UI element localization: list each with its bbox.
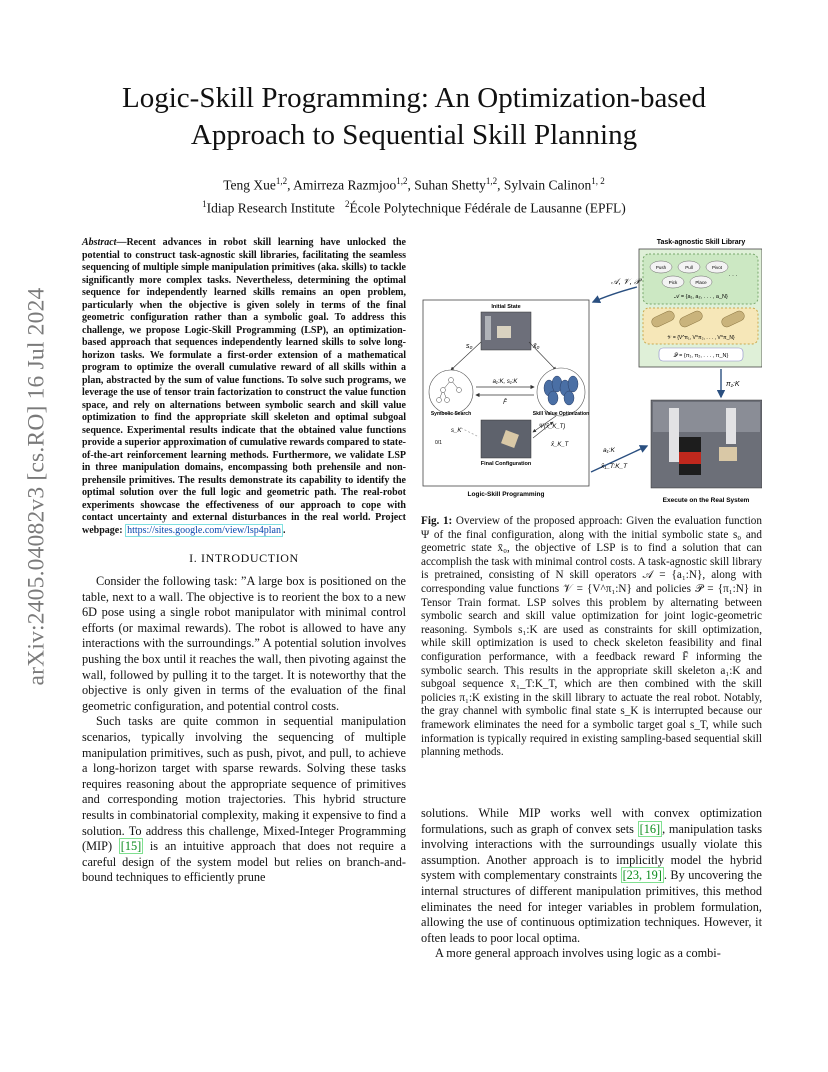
intro-paragraph-2 — [82, 714, 406, 886]
real-system-label: Execute on the Real System — [662, 497, 750, 504]
real-robot-box — [719, 447, 737, 461]
lsp-label: Logic-Skill Programming — [467, 491, 545, 498]
sk-label: s_K — [451, 428, 462, 434]
author: Suhan Shetty — [414, 177, 486, 193]
affiliation: Idiap Research Institute — [206, 200, 335, 215]
final-config-label: Final Configuration — [480, 461, 532, 467]
author-affiliation-mark: 1,2 — [396, 176, 408, 186]
citation-link[interactable]: [16] — [639, 821, 661, 836]
author: Sylvain Calinon — [503, 177, 592, 193]
author-block — [60, 172, 768, 217]
title-line-2: Approach to Sequential Skill Planning — [190, 119, 638, 151]
left-column — [82, 237, 406, 886]
initial-robot — [485, 316, 491, 340]
caption-text: Overview of the proposed approach: Given the evaluation function Ψ of the final configuration, along with the initial symbolic state s₀ and geometric state x̄₀, the objective of LSP is to find a solution that can accomplish the task with minimal control costs. A task-agnostic skill library is pretrained, consisting of N skill operators 𝒜 = {a₁:N}, along with corresponding value functions 𝒱 = {V^π₁:N} and policies 𝒫 = {π₁:N} in Tensor Train format. LSP solves this problem by alternating between symbolic search and skill value optimization for joint logic-geometric reasoning. Symbols s₁:K are used as constraints for skill optimization, while skill optimization is used to check skeleton feasibility and final configuration performance, with a feedback reward F̄ informing the symbolic search. This results in the appropriate skill skeleton a₁:K and subgoal sequence x̄₁_T:K_T, which are then combined with the skill policies π₁:K existing in the skill library to actuate the real robot. Notably, the gray channel with symbolic final state s_K is interrupted because our framework eliminates the need for a symbolic target goal s_T, while such information is typically required in existing sampling-based sequential skill planning methods. — [421, 515, 762, 759]
author-list — [60, 172, 768, 195]
citation-link[interactable]: [15] — [120, 839, 142, 854]
skill-pull-label: Pull — [685, 265, 693, 270]
skill-pick-label: Pick — [668, 280, 678, 285]
affiliation: École Polytechnique Fédérale de Lausanne (EPFL) — [349, 200, 626, 215]
abstract-lead: Abstract — [82, 237, 117, 248]
author-separator: , — [287, 177, 294, 193]
zero-one-label: 0/1 — [435, 440, 442, 446]
skill-more-label: · · · — [728, 273, 738, 279]
figure-caption — [421, 515, 762, 760]
action-set-label: 𝒜 = {a₁, a₂, . . . , a_N} — [674, 294, 728, 300]
svo-label: Skill Value Optimization — [532, 411, 590, 417]
library-title: Task-agnostic Skill Library — [656, 239, 746, 246]
right-p1-text-b: , manipulation tasks involving interactions with the surroundings usually violate this assumption. Another approach is to implicitly model the hybrid system with complementary constraints — [421, 821, 762, 883]
author: Amirreza Razmjoo — [293, 177, 397, 193]
title-line-1: Logic-Skill Programming: An Optimization-based — [122, 82, 706, 114]
right-p1-text-c: . By uncovering the internal structures of different manipulation primitives, this method eliminates the need for integer variables in problem formulation, allowing the use of continuous optimization techniques. However, it often leads to poor local optima. — [421, 868, 762, 945]
psi-label: Ψ(x̄_K_T) — [539, 424, 566, 430]
skill-pivot-label: Pivot — [711, 265, 723, 270]
author-separator: , — [407, 177, 415, 193]
intro-p2-text-b: is an intuitive approach that does not require a careful design of the system model but relies on branch-and-bound techniques to efficiently prune — [82, 839, 406, 885]
author-affiliation-mark: 1,2 — [485, 176, 498, 186]
right-paragraph-1 — [421, 806, 762, 946]
figure-1 — [421, 232, 762, 512]
arxiv-id-text: arXiv:2405.04082v3 [cs.RO] 16 Jul 2024 — [23, 287, 50, 685]
abstract — [82, 237, 406, 537]
affiliation-list — [60, 195, 768, 218]
pi1k-label: π₁:K — [726, 381, 740, 388]
initial-state-label: Initial State — [491, 304, 521, 310]
section-heading-introduction: I. INTRODUCTION — [189, 551, 299, 565]
paper-title — [60, 80, 768, 154]
real-robot-arm-right — [726, 408, 736, 444]
citation-link[interactable]: [23, 19] — [622, 868, 662, 883]
right-paragraph-2: A more general approach involves using logic as a combi- — [435, 946, 721, 961]
right-column-text — [421, 806, 762, 962]
symbolic-search-node — [429, 370, 473, 414]
figure-label: Fig. 1: — [421, 515, 453, 527]
affiliation-mark: 1 — [202, 198, 207, 209]
project-webpage-link[interactable]: https://sites.google.com/view/lsp4plan — [127, 524, 281, 536]
library-to-lsp-arrow — [593, 287, 637, 302]
lsp-overview-diagram — [421, 232, 762, 512]
xkt-label: x̄_K_T — [551, 442, 569, 448]
abstract-text: —Recent advances in robot skill learning have unlocked the potential to construct task-agnostic skill libraries, facilitating the seamless sequencing of multiple simple manipulation primitives (aka. skills) to tackle significantly more complex tasks. Nevertheless, determining the optimal sequence for independently learned skills remains an open problem, particularly when the objective is given solely in terms of the final geometric configuration rather than a symbolic goal. To address this challenge, we propose Logic-Skill Programming (LSP), an optimization-based approach that sequences independently learned skills to solve long-horizon tasks. We formulate a first-order extension of a mathematical program to optimize the overall cumulative reward of all skills within a plan, abstracted by the sum of value functions. To solve such programs, we leverage the use of tensor train factorization to construct the value function space, and rely on alternations between symbolic search and skill value optimization to find the appropriate skill skeleton and optimal subgoal sequence. Experimental results indicate that the obtained value functions provide a superior approximation of cumulative rewards compared to state-of-the-art reinforcement learning methods. Furthermore, we validate LSP in three manipulation domains, encompassing both prehensile and non-prehensile primitives. The results demonstrate its capability to identify the optimal solution over the full logic and geometric path. The real-robot experiments showcase the effectiveness of our approach to cope with contact uncertainty and external disturbances in the real world. Project webpage: — [82, 237, 406, 536]
fbar-label: F̄ — [503, 400, 507, 406]
real-robot-red-block — [679, 452, 701, 464]
affiliation-mark: 2 — [345, 198, 350, 209]
a1k-s1k-label: a₁:K, s₁:K — [492, 379, 518, 385]
avp-label: 𝒜, 𝒱, 𝒫 — [611, 277, 640, 286]
a1k-label: a₁:K — [603, 447, 615, 454]
x1tkt-label: x̄₁_T:K_T — [601, 463, 628, 470]
initial-box — [497, 326, 511, 338]
skill-push-label: Push — [655, 265, 667, 270]
author-separator: , — [497, 177, 504, 193]
author-affiliation-mark: 1,2 — [275, 176, 288, 186]
s0-label: s₀ — [466, 343, 473, 350]
arxiv-identifier — [22, 287, 52, 685]
author-affiliation-mark: 1, 2 — [591, 176, 605, 186]
value-set-label: 𝒱 = {V^π₁, V^π₂, . . . , V^π_N} — [667, 335, 735, 341]
real-robot-arm-left — [669, 408, 679, 462]
symbolic-search-label: Symbolic Search — [430, 411, 472, 417]
skill-place-label: Place — [695, 280, 707, 285]
abstract-tail: . — [282, 524, 286, 536]
author: Teng Xue — [223, 177, 276, 193]
intro-p2-text-a: Such tasks are quite common in sequential manipulation scenarios, typically involving the sequencing of multiple manipulation primitives, such as push, pivot, and pull, to achieve a long-horizon target with sparse rewards. Solving these tasks requires reasoning about the appropriate sequence of primitives and corresponding motion trajectories. This hybrid structure results in combinatorial complexity, making it expensive to find a solution. To address this challenge, Mixed-Integer Programming (MIP) — [82, 714, 406, 854]
x0-label: x̄₀ — [533, 343, 540, 350]
policy-set-label: 𝒫 = {π₁, π₂, . . . , π_N} — [673, 353, 729, 359]
intro-paragraph-1: Consider the following task: ”A large box is positioned on the table, next to a wall. The objective is to reorient the box to a new 6D pose using a single robot manipulator with minimal control efforts (or maximal rewards). The robot is allowed to have any interactions with the surroundings.” A potential solution involves pushing the box until it reaches the wall, then pivoting against the wall, followed by pulling it to the target. It is noteworthy that the objective is only given in terms of the evaluation of the final geometric configuration, and potential control costs. — [82, 574, 406, 713]
right-p1-text-a: solutions. While MIP works well with convex optimization formulations, such as graph of convex sets — [421, 806, 762, 836]
